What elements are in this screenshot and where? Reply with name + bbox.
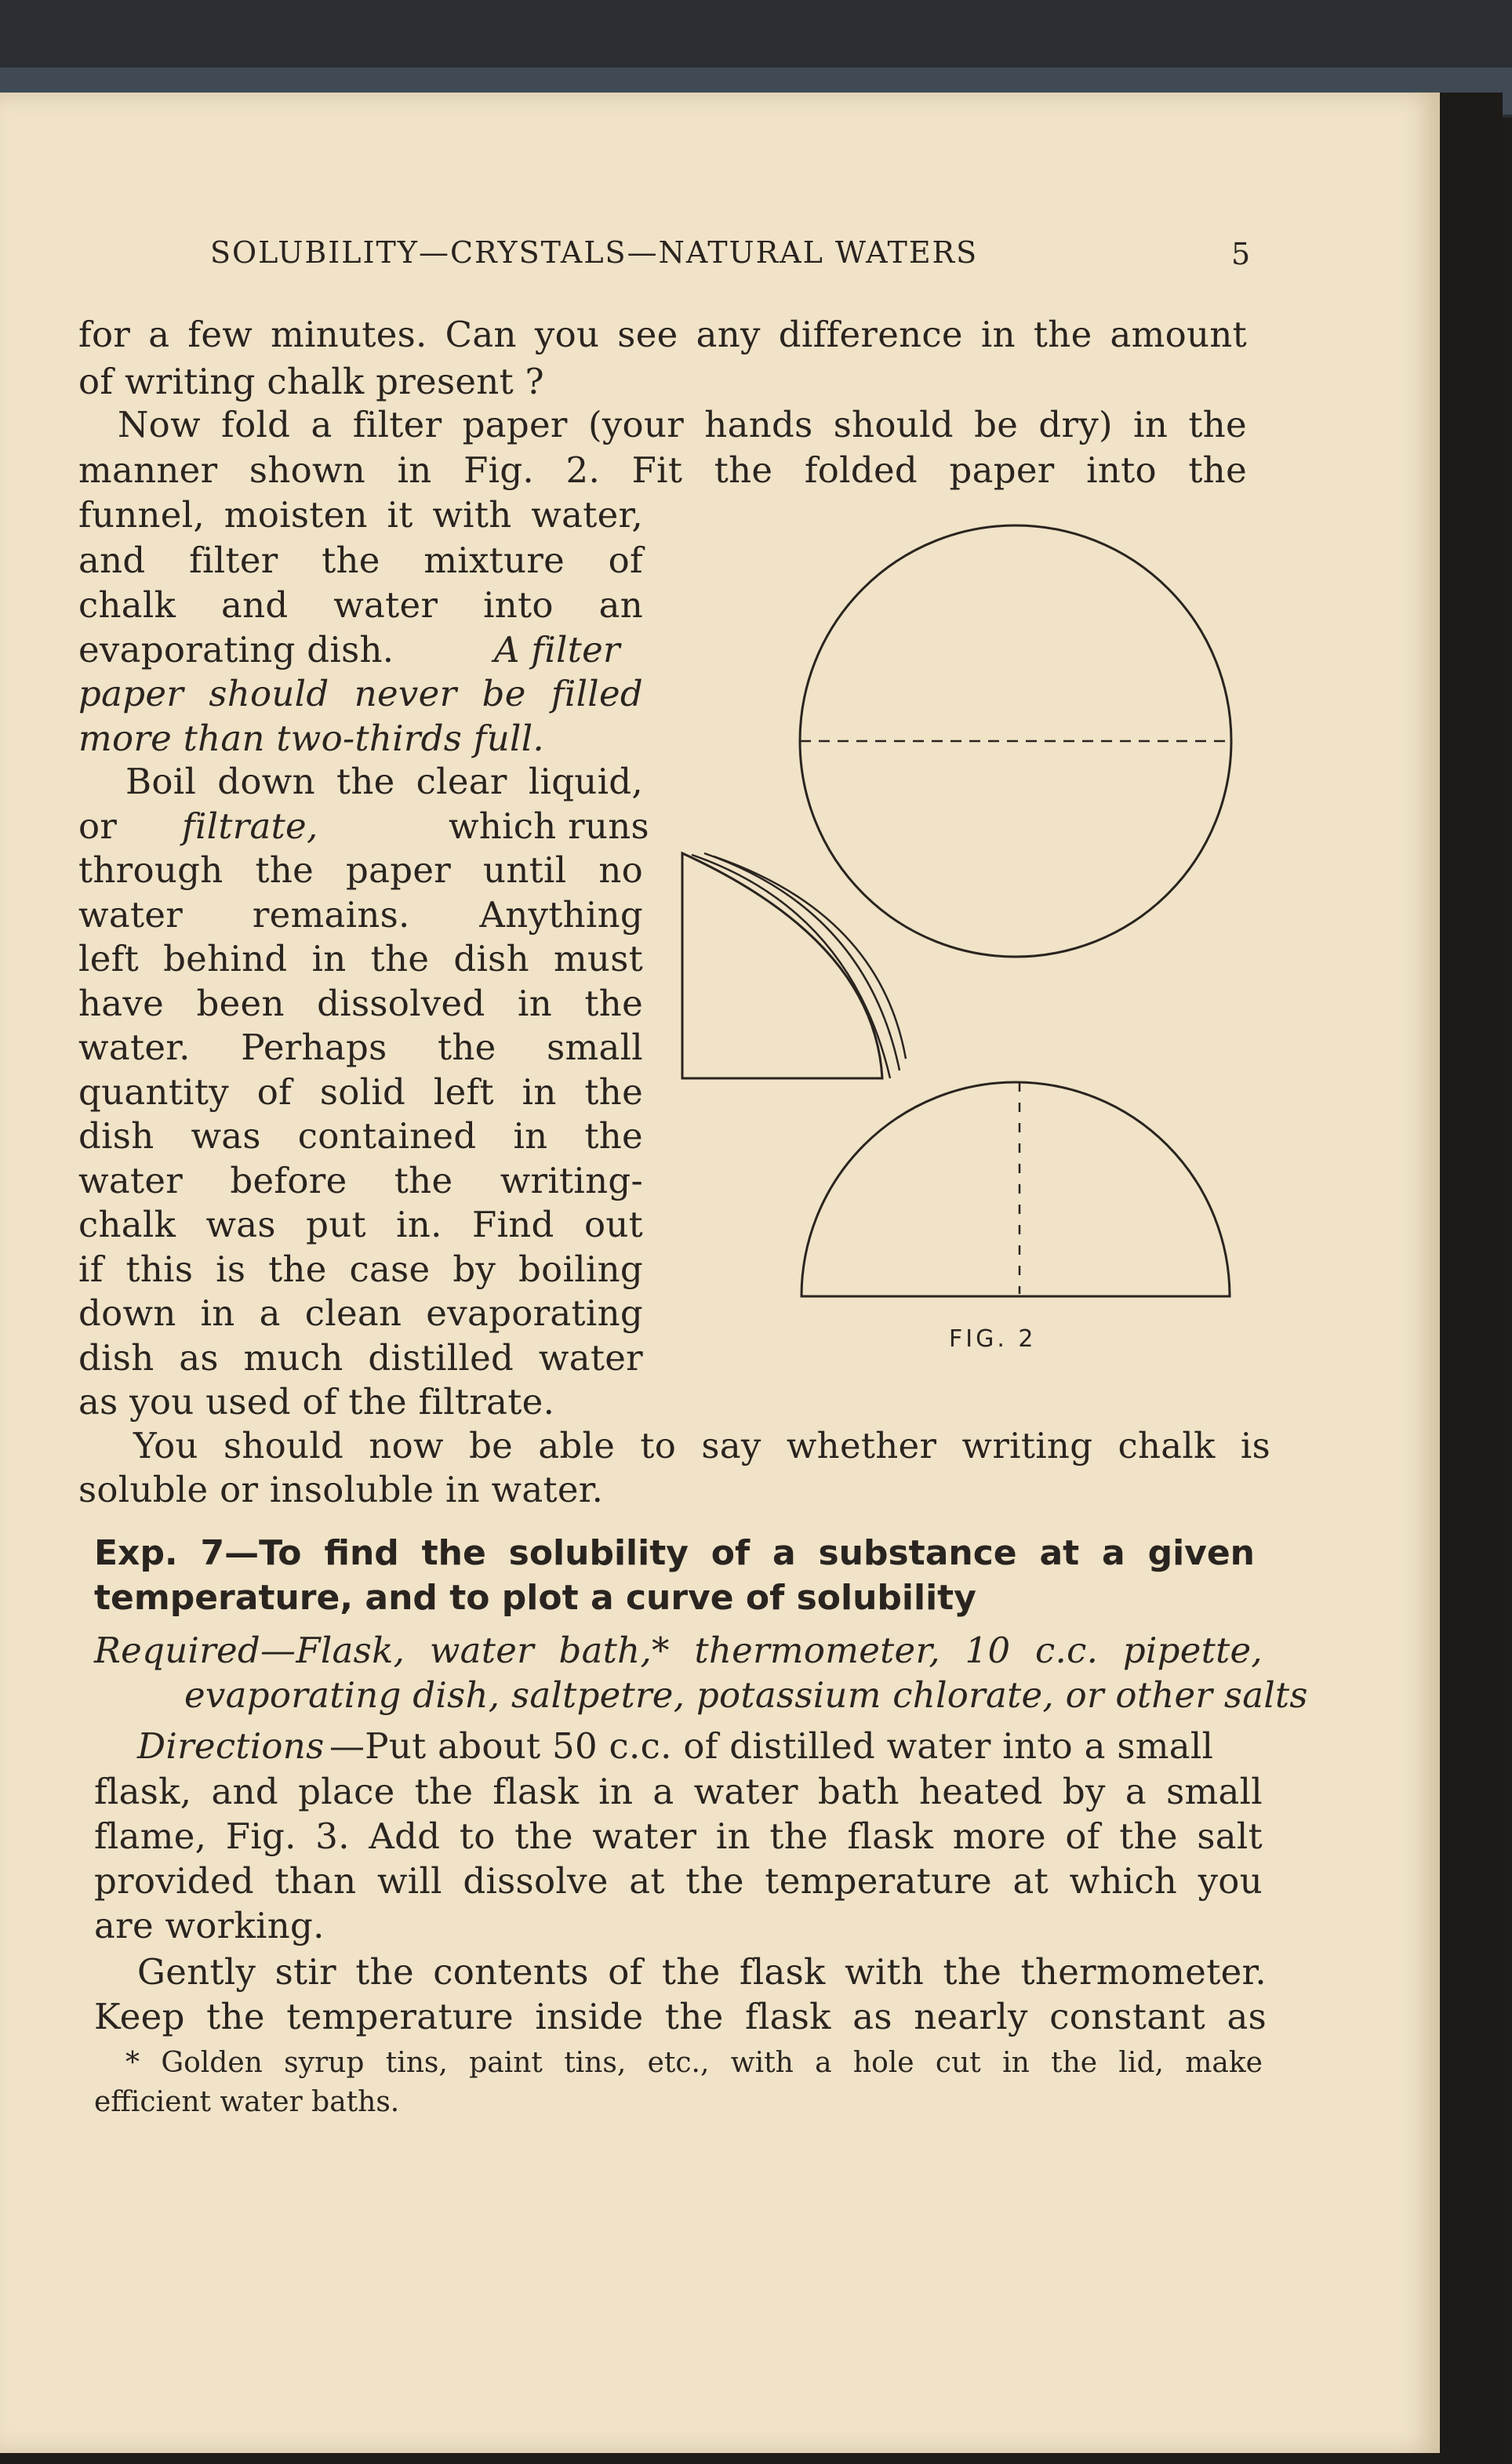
figure-label: FIG. 2 bbox=[949, 1325, 1037, 1353]
text-line: evaporating dish. bbox=[78, 629, 394, 671]
text-line: manner shown in Fig. 2. Fit the folded paper into the bbox=[78, 449, 1247, 491]
text-line: Gently stir the contents of the flask with the thermometer. bbox=[137, 1951, 1267, 1993]
text-line: through the paper until no bbox=[78, 849, 643, 891]
running-head: SOLUBILITY—CRYSTALS—NATURAL WATERS bbox=[210, 235, 979, 270]
page-number: 5 bbox=[1231, 237, 1251, 271]
text-line: soluble or insoluble in water. bbox=[78, 1469, 604, 1510]
required-list: Required—Flask, water bath,* thermometer, 10 c.c. pipette, bbox=[94, 1630, 1263, 1671]
text-line: as you used of the filtrate. bbox=[78, 1381, 555, 1423]
filter-paper-figure bbox=[667, 502, 1263, 1365]
text-line: Boil down the clear liquid, bbox=[125, 761, 643, 802]
text-line: Now fold a filter paper (your hands should be dry) in the bbox=[118, 404, 1247, 445]
required-list: evaporating dish, saltpetre, potassium chlorate, or other salts bbox=[184, 1674, 1308, 1716]
text-line: and filter the mixture of bbox=[78, 540, 643, 581]
text-line: provided than will dissolve at the temperature at which you bbox=[94, 1860, 1263, 1902]
text-line-italic: A filter bbox=[494, 629, 620, 671]
experiment-heading: temperature, and to plot a curve of solubility bbox=[94, 1578, 976, 1618]
text-line: flask, and place the flask in a water bath heated by a small bbox=[94, 1771, 1263, 1812]
text-line: down in a clean evaporating bbox=[78, 1292, 643, 1334]
text-line: chalk was put in. Find out bbox=[78, 1204, 643, 1245]
text-line: Keep the temperature inside the flask as nearly constant as bbox=[94, 1996, 1267, 2037]
text-line-italic: filtrate, bbox=[182, 805, 318, 847]
text-line: water remains. Anything bbox=[78, 894, 643, 936]
text-line: quantity of solid left in the bbox=[78, 1071, 643, 1113]
text-line: water. Perhaps the small bbox=[78, 1027, 643, 1068]
text-line-italic: paper should never be filled bbox=[78, 673, 643, 714]
text-line: dish as much distilled water bbox=[78, 1337, 643, 1379]
text-line-italic: more than two-thirds full. bbox=[78, 718, 544, 759]
text-line: funnel, moisten it with water, bbox=[78, 494, 643, 536]
text-line: for a few minutes. Can you see any difference in the amount bbox=[78, 314, 1247, 355]
footnote: * Golden syrup tins, paint tins, etc., with a hole cut in the lid, make bbox=[125, 2047, 1263, 2079]
footnote: efficient water baths. bbox=[94, 2086, 400, 2118]
book-edge-shadow bbox=[1440, 93, 1503, 2464]
text-line: of writing chalk present ? bbox=[78, 361, 544, 402]
text-line: —Put about 50 c.c. of distilled water into a small bbox=[329, 1725, 1214, 1767]
text-line: chalk and water into an bbox=[78, 584, 643, 626]
text-line: dish was contained in the bbox=[78, 1115, 643, 1157]
text-line: water before the writing- bbox=[78, 1160, 643, 1201]
directions-label: Directions bbox=[137, 1725, 325, 1767]
text-line: are working. bbox=[94, 1905, 325, 1946]
text-line: flame, Fig. 3. Add to the water in the flask more of the salt bbox=[94, 1815, 1263, 1857]
experiment-heading: Exp. 7—To find the solubility of a substance at a given bbox=[94, 1533, 1255, 1573]
semicircle-fold bbox=[801, 1082, 1230, 1296]
text-line: You should now be able to say whether writing chalk is bbox=[133, 1425, 1270, 1466]
text-line: left behind in the dish must bbox=[78, 938, 643, 979]
text-line: if this is the case by boiling bbox=[78, 1248, 643, 1290]
text-line: or bbox=[78, 805, 118, 847]
text-line: which runs bbox=[449, 805, 649, 847]
text-line: have been dissolved in the bbox=[78, 983, 643, 1024]
